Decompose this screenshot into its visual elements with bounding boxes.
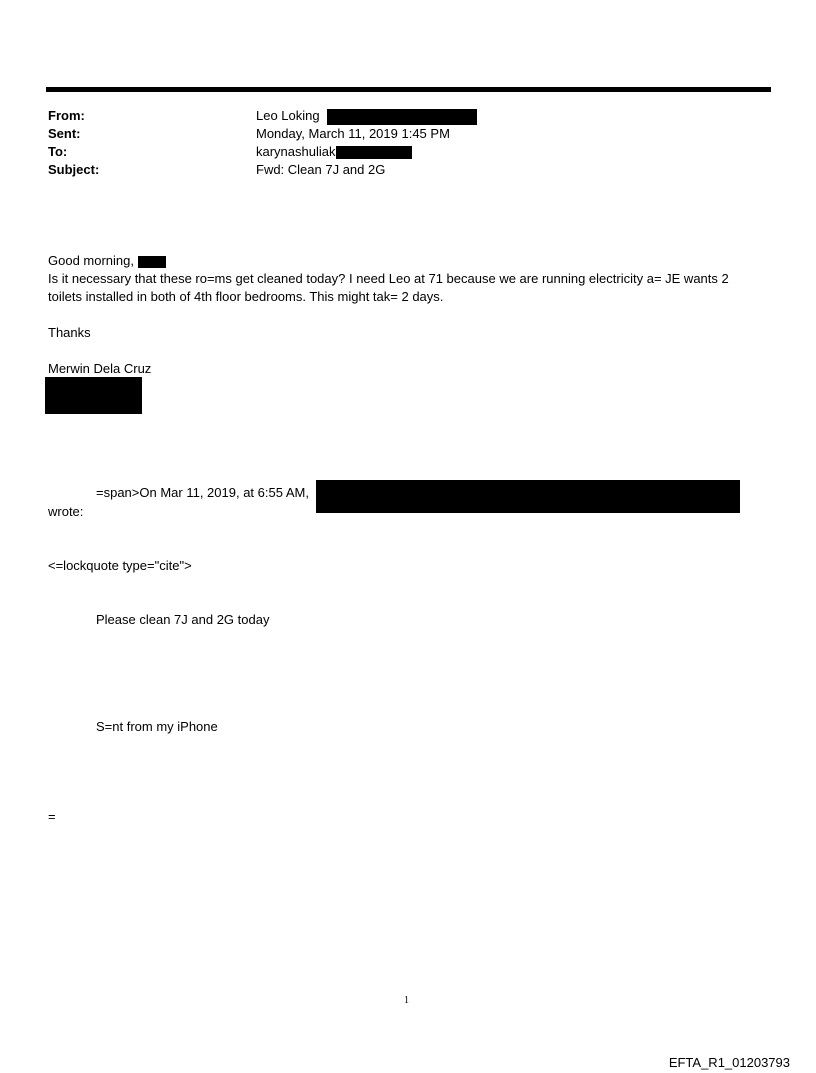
- redaction-bar: [327, 109, 477, 125]
- trailing-char: =: [48, 809, 56, 824]
- to-value: [256, 144, 412, 159]
- quote-intro: =span>On Mar 11, 2019, at 6:55 AM,: [96, 485, 309, 500]
- sender-redaction: [316, 480, 740, 513]
- header-divider: [46, 87, 771, 92]
- blockquote-tag: <=lockquote type="cite">: [48, 558, 192, 573]
- body-line-2: toilets installed in both of 4th floor bedrooms. This might tak= 2 days.: [48, 289, 444, 304]
- sent-label: Sent:: [48, 126, 81, 141]
- thanks-line: Thanks: [48, 325, 91, 340]
- to-address: karynashuliak: [256, 144, 336, 159]
- from-name: Leo Loking: [256, 108, 320, 123]
- signature-redaction: [45, 377, 142, 414]
- from-label: From:: [48, 108, 85, 123]
- sent-value: Monday, March 11, 2019 1:45 PM: [256, 126, 450, 141]
- wrote-text: wrote:: [48, 504, 84, 519]
- document-id: EFTA_R1_01203793: [668, 1055, 790, 1070]
- quoted-message: Please clean 7J and 2G today: [96, 612, 270, 627]
- from-value: [256, 108, 477, 125]
- page-number: 1: [404, 995, 409, 1006]
- signature-name: Merwin Dela Cruz: [48, 361, 152, 376]
- redaction-bar: [138, 256, 166, 268]
- greeting-line: [48, 252, 166, 270]
- subject-label: Subject:: [48, 162, 100, 177]
- greeting: Good morning,: [48, 253, 134, 268]
- body-line-1: Is it necessary that these ro=ms get cleaned today? I need Leo at 71 because we are running electricity a= JE wants 2: [48, 271, 729, 286]
- to-label: To:: [48, 144, 68, 159]
- sent-from-line: S=nt from my iPhone: [96, 719, 218, 734]
- redaction-bar: [336, 146, 412, 159]
- subject-value: Fwd: Clean 7J and 2G: [256, 162, 386, 177]
